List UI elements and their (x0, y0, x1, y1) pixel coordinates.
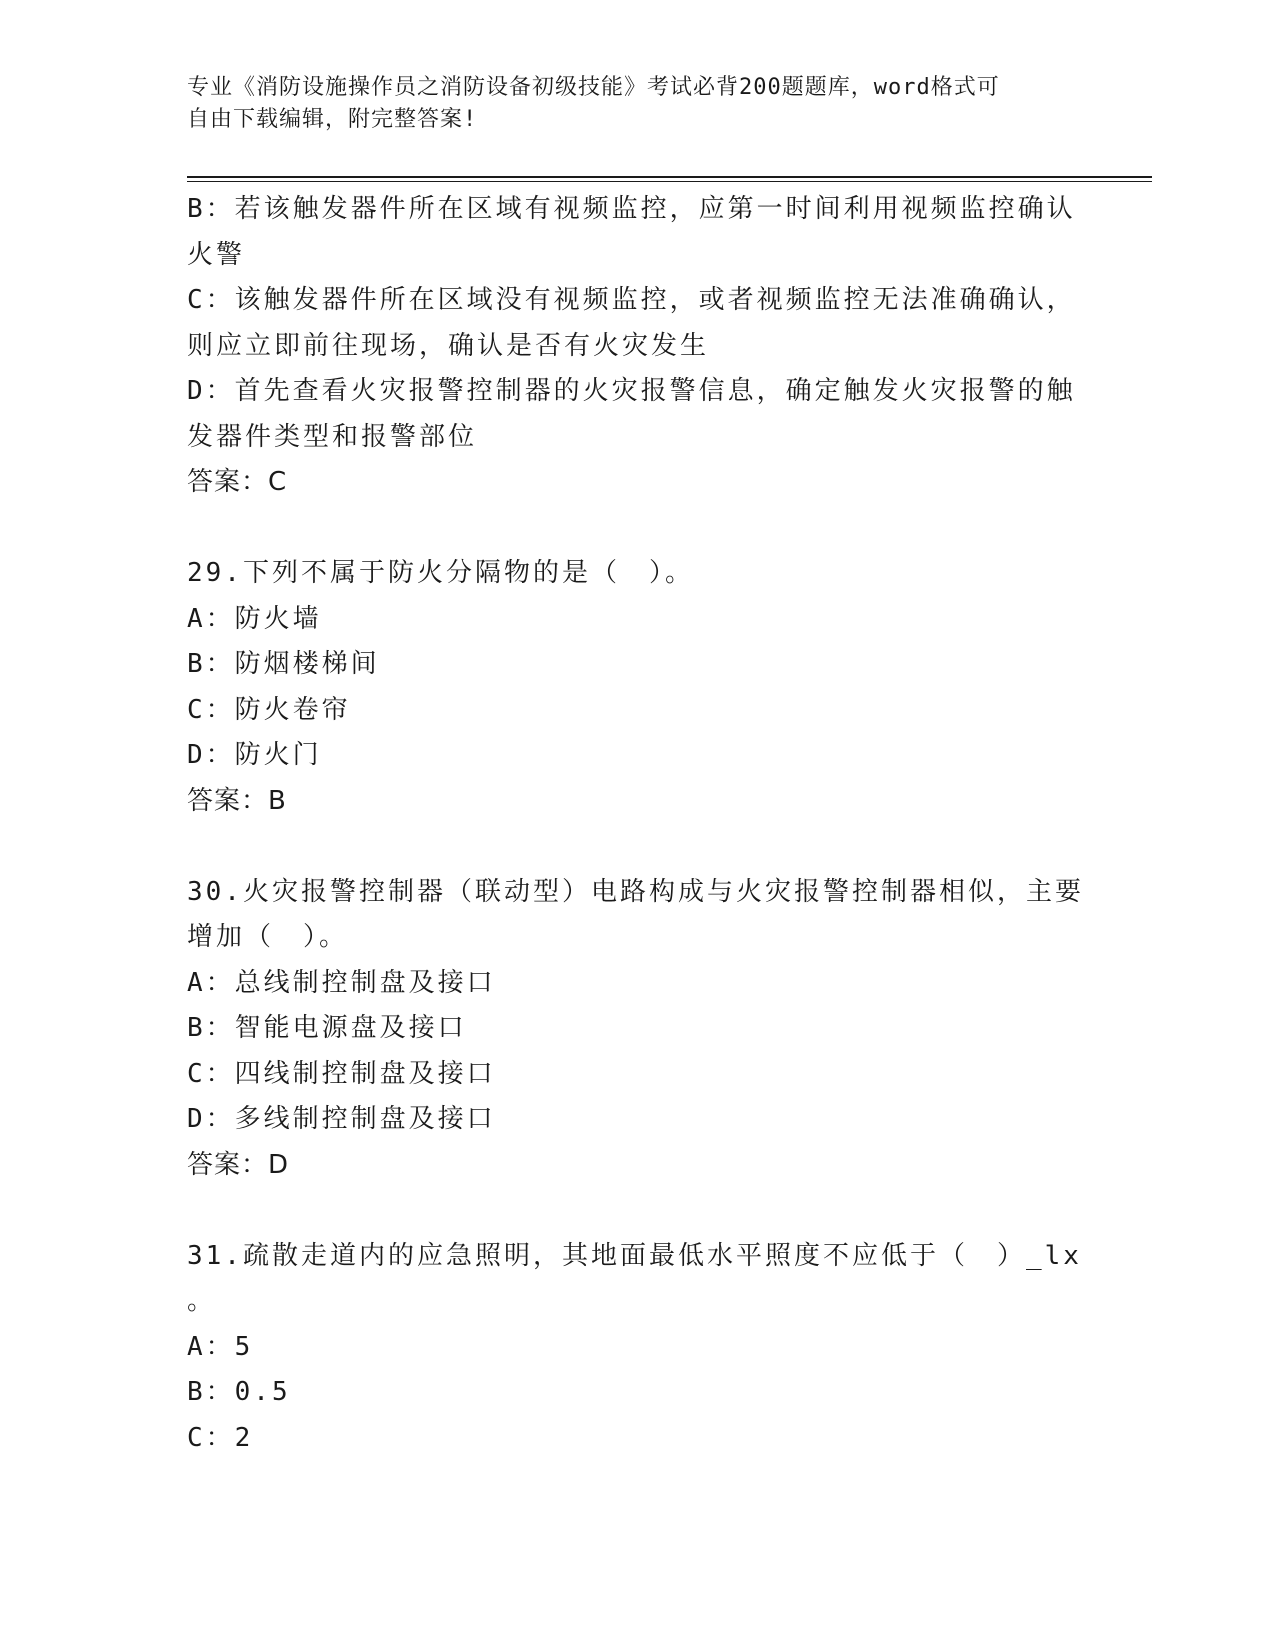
option-c-line-2: 则应立即前往现场，确认是否有火灾发生 (187, 330, 710, 361)
question-31 (187, 1234, 1087, 1462)
header-divider-thin (187, 181, 1152, 182)
option-c: C：2 (187, 1422, 254, 1453)
option-c: C：四线制控制盘及接口 (187, 1058, 496, 1089)
question-28-continued (187, 187, 1087, 506)
option-b: B：0.5 (187, 1377, 291, 1407)
option-d-line-1: D：首先查看火灾报警控制器的火灾报警信息，确定触发火灾报警的触 (187, 376, 1076, 406)
question-30 (187, 870, 1087, 1189)
question-29 (187, 551, 1087, 824)
option-d: D：多线制控制盘及接口 (187, 1104, 496, 1134)
option-c-line-1: C：该触发器件所在区域没有视频监控，或者视频监控无法准确确认， (187, 285, 1076, 315)
question-30-line-2: 增加（ ）。 (187, 922, 349, 952)
document-body (187, 187, 1087, 1461)
option-b-line-1: B：若该触发器件所在区域有视频监控，应第一时间利用视频监控确认 (187, 194, 1076, 224)
option-d-line-2: 发器件类型和报警部位 (187, 421, 478, 452)
answer-29: 答案：B (187, 785, 287, 816)
question-29-text: 29.下列不属于防火分隔物的是（ ）。 (187, 558, 694, 588)
spacer (187, 824, 1087, 870)
question-31-line-1: 31.疏散走道内的应急照明，其地面最低水平照度不应低于（ ）_lx (187, 1240, 1082, 1271)
option-c: C：防火卷帘 (187, 694, 351, 725)
document-header (187, 72, 1067, 136)
header-line-2: 自由下载编辑，附完整答案! (187, 107, 478, 132)
option-d: D：防火门 (187, 740, 322, 770)
spacer (187, 506, 1087, 552)
header-divider-thick (187, 176, 1152, 178)
answer-28: 答案：C (187, 467, 288, 497)
spacer (187, 1188, 1087, 1234)
option-b: B：智能电源盘及接口 (187, 1013, 467, 1043)
option-a: A：防火墙 (187, 603, 322, 634)
option-b-line-2: 火警 (187, 239, 246, 270)
answer-30: 答案：D (187, 1149, 290, 1180)
option-b: B：防烟楼梯间 (187, 649, 380, 679)
question-30-line-1: 30.火灾报警控制器（联动型）电路构成与火灾报警控制器相似，主要 (187, 876, 1084, 907)
option-a: A：总线制控制盘及接口 (187, 967, 496, 998)
question-31-line-2: 。 (187, 1286, 217, 1316)
option-a: A：5 (187, 1331, 254, 1362)
header-line-1: 专业《消防设施操作员之消防设备初级技能》考试必背200题题库，word格式可 (187, 75, 1000, 100)
